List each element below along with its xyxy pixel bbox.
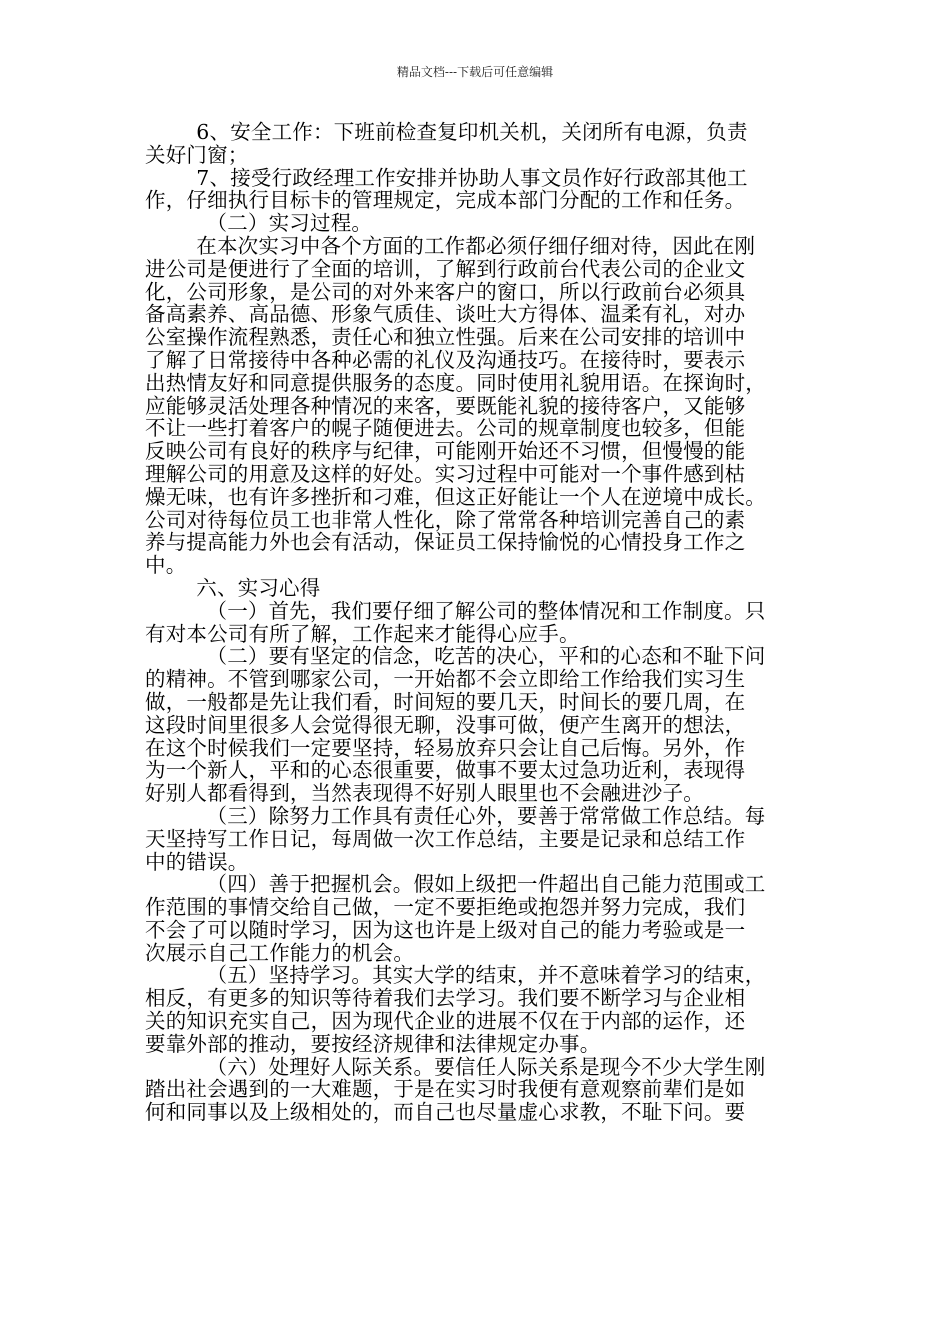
text-line: 关的知识充实自己，因为现代企业的进展不仅在于内部的运作，还 [145,1009,746,1034]
text-line: 公室操作流程熟悉，责任心和独立性强。后来在公司安排的培训中 [145,325,746,350]
text-line: 踏出社会遇到的一大难题，于是在实习时我便有意观察前辈们是如 [145,1077,746,1102]
text-line: 作范围的事情交给自己做，一定不要拒绝或抱怨并努力完成，我们 [145,895,746,920]
paragraph [145,167,813,213]
paragraph [145,1056,813,1124]
text-line: 反映公司有良好的秩序与纪律，可能刚开始还不习惯，但慢慢的能 [145,439,746,464]
text-line: 作，仔细执行目标卡的管理规定，完成本部门分配的工作和任务。 [145,188,746,213]
text-line: 做，一般都是先让我们看，时间短的要几天，时间长的要几周，在 [145,689,746,714]
text-line: 为一个新人，平和的心态很重要，做事不要太过急功近利，表现得 [145,758,746,783]
text-line: 这段时间里很多人会觉得很无聊，没事可做，便产生离开的想法， [145,712,746,737]
text-line: 中。 [145,553,187,578]
text-line: 在本次实习中各个方面的工作都必须仔细仔细对待，因此在刚 [196,233,756,258]
text-line: 六、实习心得 [196,575,321,600]
text-line: 出热情友好和同意提供服务的态度。同时使用礼貌用语。在探询时， [145,370,766,395]
text-line: 了解了日常接待中各种必需的礼仪及沟通技巧。在接待时，要表示 [145,347,746,372]
text-line: 好别人都看得到，当然表现得不好别人眼里也不会融进沙子。 [145,781,704,806]
text-line: （一）首先，我们要仔细了解公司的整体情况和工作制度。只 [206,598,766,623]
text-line: （三）除努力工作具有责任心外，要善于常常做工作总结。每 [206,803,766,828]
text-line: （二）实习过程。 [206,211,373,236]
paragraph [145,212,813,235]
text-line: 养与提高能力外也会有活动，保证员工保持愉悦的心情投身工作之 [145,530,746,555]
paragraph [145,964,813,1055]
paragraph [145,235,813,577]
text-line: 何和同事以及上级相处的，而自己也尽量虚心求教，不耻下问。要 [145,1100,746,1125]
text-line: 应能够灵活处理各种情况的来客，要既能礼貌的接待客户，又能够 [145,393,746,418]
paragraph [145,873,813,964]
text-line: 备高素养、高品德、形象气质佳、谈吐大方得体、温柔有礼，对办 [145,302,746,327]
text-line: 化，公司形象，是公司的对外来客户的窗口，所以行政前台必须具 [145,279,746,304]
paragraph [145,600,813,646]
text-line: 不会了可以随时学习，因为这也许是上级对自己的能力考验或是一 [145,917,746,942]
text-line: 7、接受行政经理工作安排并协助人事文员作好行政部其他工 [196,165,748,190]
text-line: 中的错误。 [145,849,249,874]
paragraph [145,121,813,167]
text-line: 的精神。不管到哪家公司，一开始都不会立即给工作给我们实习生 [145,667,746,692]
text-line: （六）处理好人际关系。要信任人际关系是现今不少大学生刚 [206,1054,766,1079]
paragraph [145,805,813,873]
paragraph [145,645,813,805]
text-line: 相反，有更多的知识等待着我们去学习。我们要不断学习与企业相 [145,986,746,1011]
text-line: 燥无味，也有许多挫折和刁难，但这正好能让一个人在逆境中成长。 [145,484,766,509]
text-line: 有对本公司有所了解，工作起来才能得心应手。 [145,621,580,646]
text-line: 理解公司的用意及这样的好处。实习过程中可能对一个事件感到枯 [145,461,746,486]
text-line: 进公司是便进行了全面的培训，了解到行政前台代表公司的企业文 [145,256,746,281]
paragraph [145,577,813,600]
text-line: 要靠外部的推动，要按经济规律和法律规定办事。 [145,1031,601,1056]
text-line: 在这个时候我们一定要坚持，轻易放弃只会让自己后悔。另外，作 [145,735,746,760]
text-line: 次展示自己工作能力的机会。 [145,940,415,965]
text-line: 天坚持写工作日记，每周做一次工作总结，主要是记录和总结工作 [145,826,746,851]
text-line: （四）善于把握机会。假如上级把一件超出自己能力范围或工 [206,872,766,897]
text-line: 关好门窗； [145,142,249,167]
text-line: （二）要有坚定的信念，吃苦的决心，平和的心态和不耻下问 [206,644,766,669]
text-line: 6、安全工作：下班前检查复印机关机，关闭所有电源，负责 [196,120,748,144]
text-line: （五）坚持学习。其实大学的结束，并不意味着学习的结束， [206,963,766,988]
document-body [145,121,813,1124]
text-line: 公司对待每位员工也非常人性化，除了常常各种培训完善自己的素 [145,507,746,532]
text-line: 不让一些打着客户的幌子随便进去。公司的规章制度也较多，但能 [145,416,746,441]
page-header: 精品文档---下载后可任意编辑 [396,65,554,79]
